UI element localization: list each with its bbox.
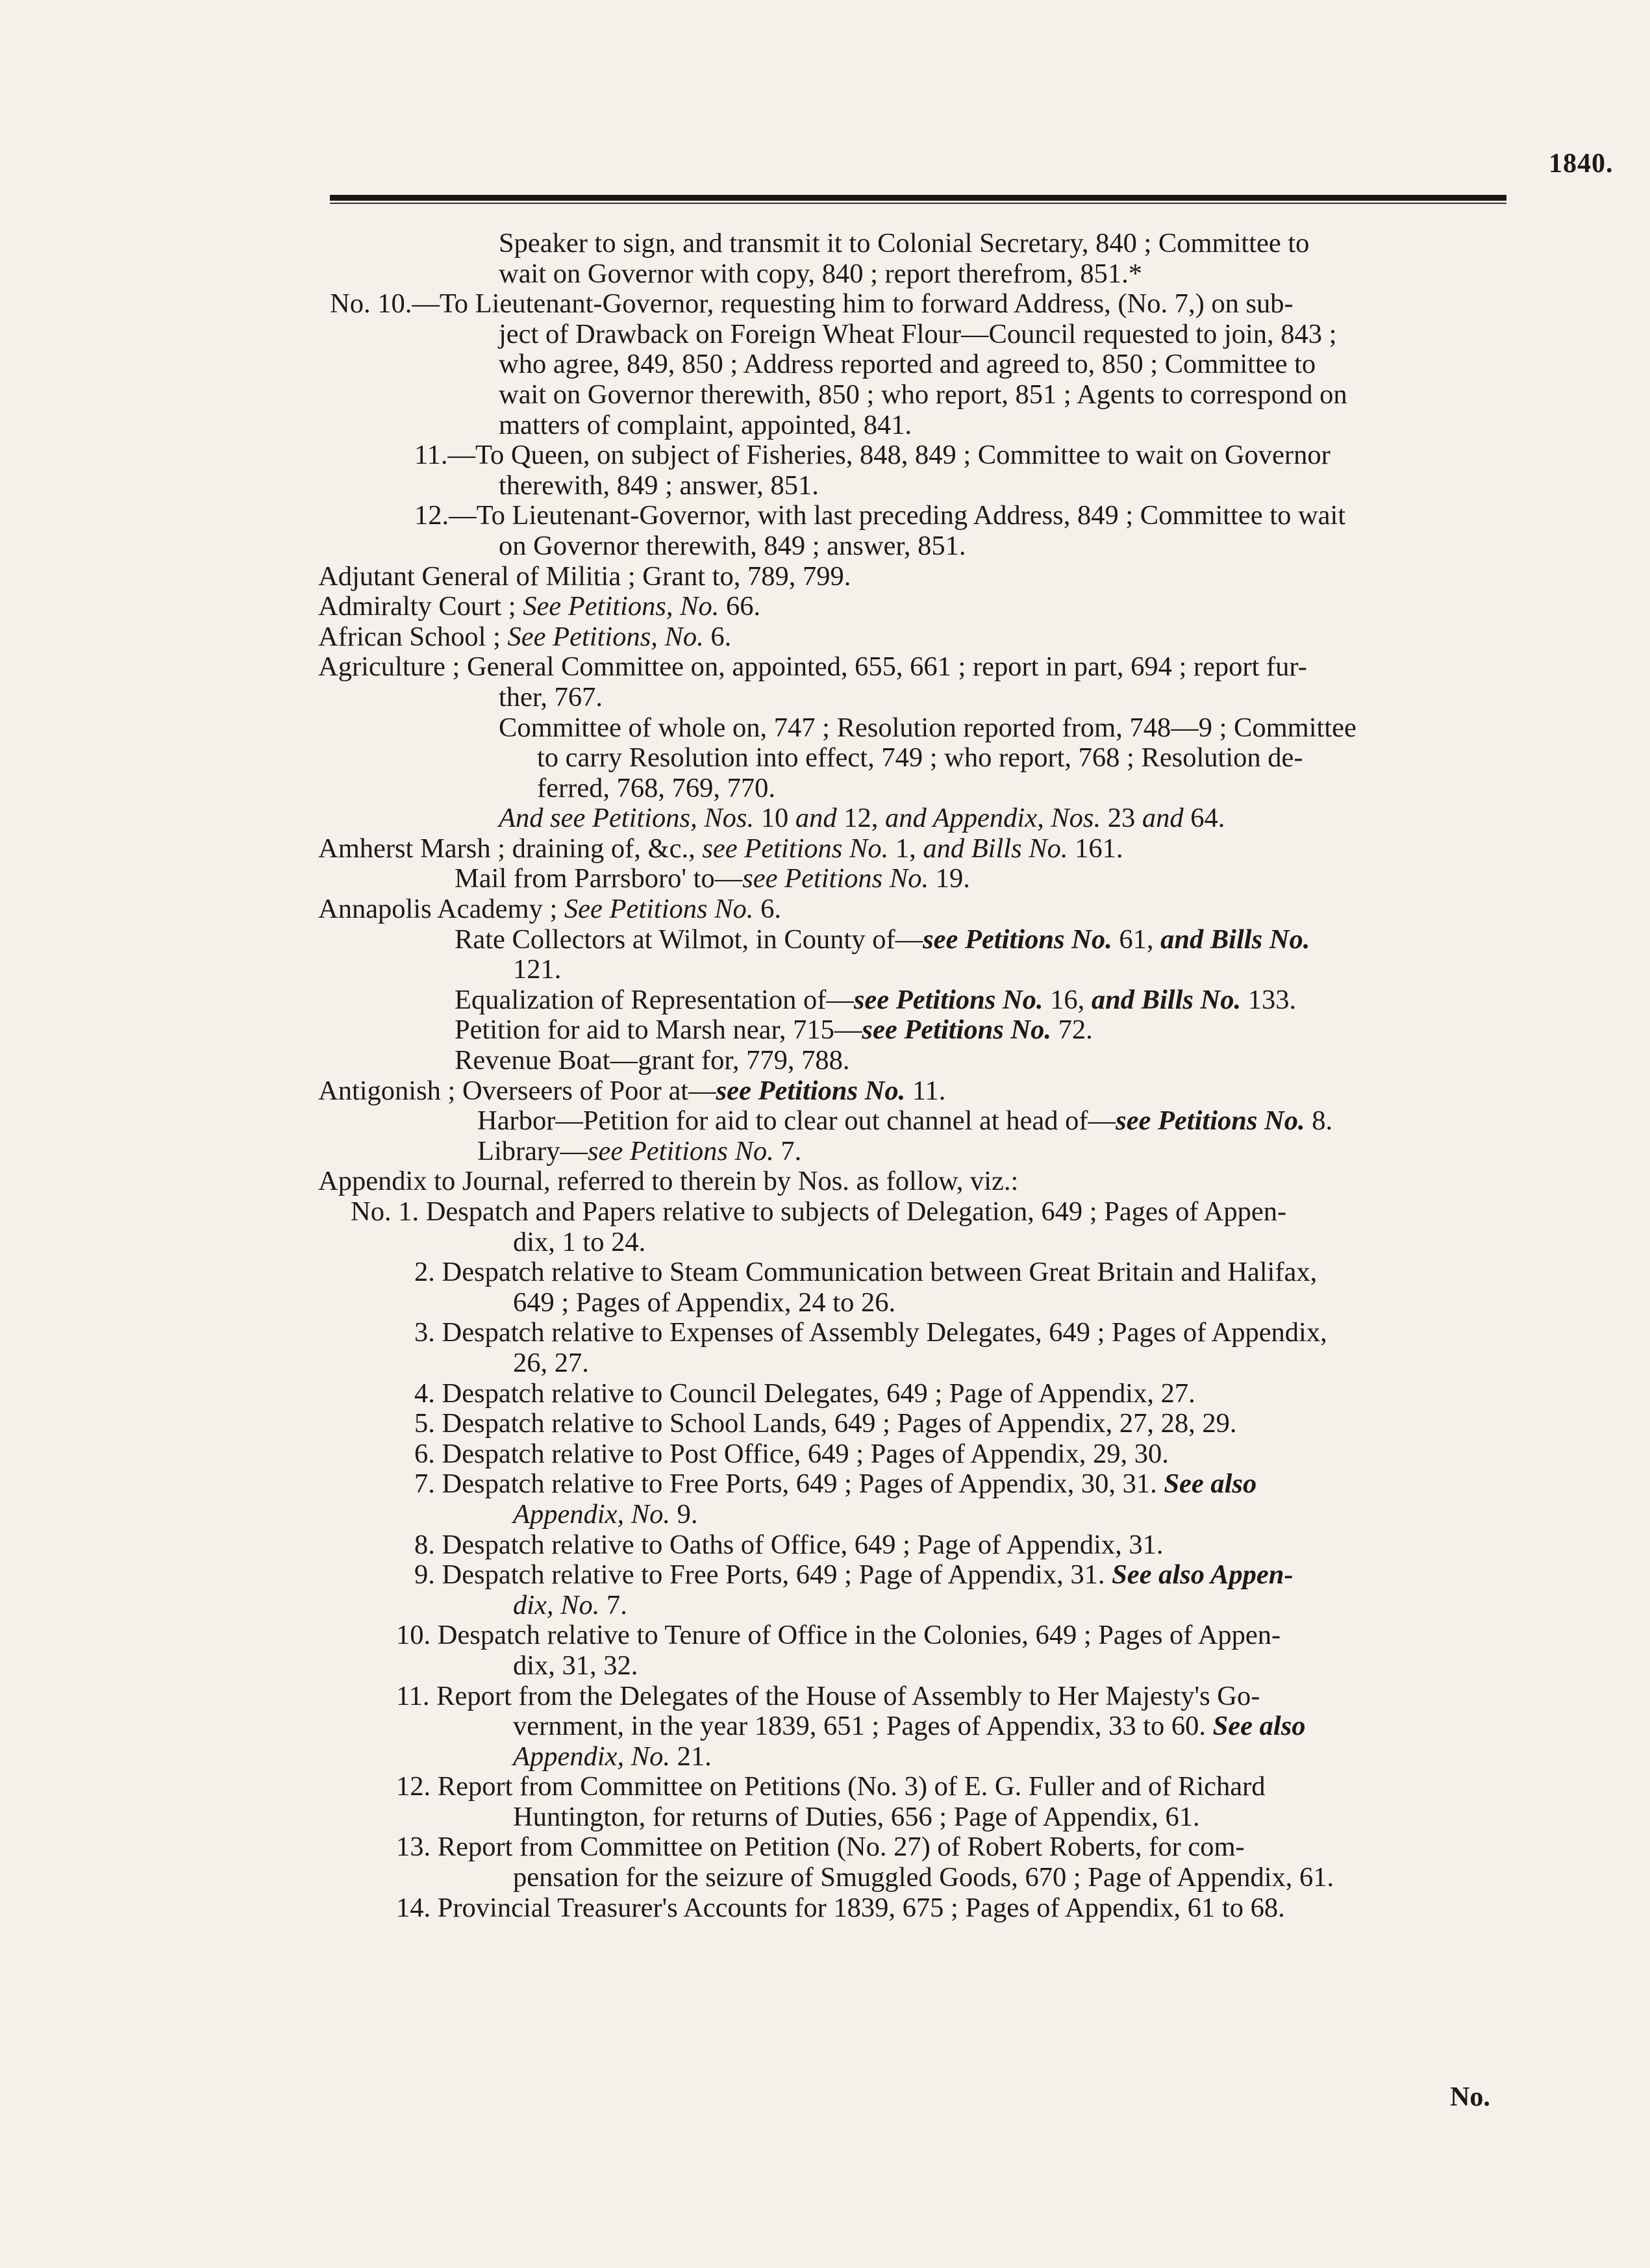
line-text: vernment, in the year 1839, 651 ; Pages of Appendix, 33 to 60.	[513, 1711, 1213, 1742]
index-line	[0, 1742, 1650, 1772]
line-text: wait on Governor therewith, 850 ; who report, 851 ; Agents to correspond on	[499, 379, 1347, 410]
reference-text: See Petitions, No.	[507, 621, 704, 652]
reference-text: Appendix, No.	[513, 1741, 670, 1772]
index-line	[0, 864, 1650, 894]
line-text: Speaker to sign, and transmit it to Colonial Secretary, 840 ; Committee to	[499, 228, 1310, 258]
line-text: Petition for aid to Marsh near, 715—	[455, 1014, 862, 1046]
page-year: 1840.	[1549, 149, 1614, 179]
index-line	[0, 1166, 1650, 1197]
line-text: on Governor therewith, 849 ; answer, 851.	[499, 530, 966, 561]
line-text: Amherst Marsh ; draining of, &c.,	[318, 833, 703, 864]
line-text: 23	[1101, 803, 1142, 834]
line-text: 6.	[703, 621, 732, 652]
line-text: 12,	[836, 803, 885, 834]
index-line	[0, 229, 1650, 259]
line-text: 11.—To Queen, on subject of Fisheries, 848, 849 ; Committee to wait on Governor	[414, 440, 1331, 471]
index-line	[0, 652, 1650, 683]
reference-text: See Petitions No.	[564, 894, 754, 925]
reference-text: see Petitions No.	[1116, 1105, 1305, 1137]
index-line	[0, 1197, 1650, 1228]
line-text: Appendix to Journal, referred to therein by Nos. as follow, viz.:	[318, 1166, 1019, 1197]
index-line	[0, 1682, 1650, 1712]
reference-text: see Petitions No.	[742, 863, 929, 894]
reference-text: See also	[1164, 1468, 1257, 1500]
line-text: 10	[754, 803, 795, 834]
index-line	[0, 925, 1650, 955]
index-line	[0, 955, 1650, 985]
line-text: Revenue Boat—grant for, 779, 788.	[455, 1045, 850, 1076]
line-text: 11. Report from the Delegates of the House of Assembly to Her Majesty's Go-	[396, 1680, 1260, 1711]
line-text: Committee of whole on, 747 ; Resolution reported from, 748—9 ; Committee	[499, 712, 1356, 743]
catchword: No.	[1450, 2082, 1490, 2112]
line-text: 13. Report from Committee on Petition (No. 27) of Robert Roberts, for com-	[396, 1832, 1245, 1863]
header-rule	[330, 195, 1506, 204]
line-text: 72.	[1051, 1014, 1093, 1046]
index-line	[0, 1469, 1650, 1500]
index-line	[0, 1591, 1650, 1621]
line-text: 26, 27.	[513, 1347, 589, 1378]
line-text: matters of complaint, appointed, 841.	[499, 409, 912, 440]
index-line	[0, 562, 1650, 592]
line-text: Harbor—Petition for aid to clear out channel at head of—	[477, 1105, 1116, 1137]
reference-text: see Petitions No.	[587, 1135, 774, 1166]
index-line	[0, 1893, 1650, 1924]
line-text: 8. Despatch relative to Oaths of Office, 649 ; Page of Appendix, 31.	[414, 1529, 1164, 1560]
reference-text: and	[795, 803, 837, 834]
index-line	[0, 1409, 1650, 1439]
line-text: No. 1. Despatch and Papers relative to subjects of Delegation, 649 ; Pages of Appen-	[351, 1196, 1287, 1227]
index-line	[0, 894, 1650, 925]
index-line	[0, 410, 1650, 441]
line-text: 4. Despatch relative to Council Delegates, 649 ; Page of Appendix, 27.	[414, 1378, 1195, 1409]
line-text: 66.	[719, 591, 761, 622]
line-text: Rate Collectors at Wilmot, in County of—	[455, 924, 923, 955]
reference-text: Appendix, No.	[513, 1498, 670, 1530]
index-line	[0, 1137, 1650, 1167]
index-line	[0, 985, 1650, 1016]
line-text: 14. Provincial Treasurer's Accounts for 1839, 675 ; Pages of Appendix, 61 to 68.	[396, 1892, 1285, 1923]
index-line	[0, 349, 1650, 380]
line-text: 2. Despatch relative to Steam Communication between Great Britain and Halifax,	[414, 1257, 1318, 1288]
index-line	[0, 1046, 1650, 1076]
line-text: Annapolis Academy ;	[318, 894, 564, 925]
line-text: 7.	[773, 1135, 802, 1166]
line-text: 7.	[599, 1589, 627, 1620]
line-text: 64.	[1183, 803, 1225, 834]
reference-text: See also	[1212, 1711, 1306, 1742]
line-text: 649 ; Pages of Appendix, 24 to 26.	[513, 1287, 896, 1318]
reference-text: see Petitions No.	[923, 924, 1112, 955]
line-text: Mail from Parrsboro' to—	[455, 863, 743, 894]
line-text: 121.	[513, 954, 562, 985]
index-line	[0, 1863, 1650, 1893]
index-line	[0, 1772, 1650, 1802]
line-text: Huntington, for returns of Duties, 656 ; Page of Appendix, 61.	[513, 1801, 1200, 1832]
index-line	[0, 380, 1650, 410]
index-line	[0, 743, 1650, 774]
reference-text: see Petitions No.	[716, 1075, 906, 1106]
index-line	[0, 471, 1650, 501]
line-text: 6.	[753, 894, 781, 925]
line-text: Adjutant General of Militia ; Grant to, 789, 799.	[318, 561, 851, 592]
line-text: Antigonish ; Overseers of Poor at—	[318, 1075, 716, 1106]
index-line	[0, 1439, 1650, 1470]
line-text: 7. Despatch relative to Free Ports, 649 ; Pages of Appendix, 30, 31.	[414, 1468, 1164, 1500]
line-text: who agree, 849, 850 ; Address reported and agreed to, 850 ; Committee to	[499, 349, 1316, 380]
line-text: pensation for the seizure of Smuggled Goods, 670 ; Page of Appendix, 61.	[513, 1862, 1334, 1893]
line-text: to carry Resolution into effect, 749 ; who report, 768 ; Resolution de-	[537, 742, 1303, 774]
reference-text: dix, No.	[513, 1589, 600, 1620]
index-line	[0, 1015, 1650, 1046]
line-text: 9. Despatch relative to Free Ports, 649 ; Page of Appendix, 31.	[414, 1559, 1112, 1591]
index-line	[0, 834, 1650, 864]
line-text: 6. Despatch relative to Post Office, 649 ; Pages of Appendix, 29, 30.	[414, 1438, 1169, 1469]
line-text: ther, 767.	[499, 681, 603, 712]
line-text: 61,	[1112, 924, 1161, 955]
line-text: Equalization of Representation of—	[455, 984, 854, 1015]
index-line	[0, 1530, 1650, 1561]
line-text: dix, 31, 32.	[513, 1650, 638, 1681]
index-line	[0, 622, 1650, 653]
index-line	[0, 774, 1650, 804]
index-line	[0, 1288, 1650, 1318]
reference-text: and	[1142, 803, 1184, 834]
index-line	[0, 1106, 1650, 1137]
line-text: ferred, 768, 769, 770.	[537, 772, 776, 803]
index-line	[0, 259, 1650, 290]
reference-text: see Petitions No.	[702, 833, 889, 864]
line-text: 19.	[929, 863, 970, 894]
line-text: African School ;	[318, 621, 508, 652]
index-line	[0, 1076, 1650, 1107]
reference-text: and Bills No.	[1160, 924, 1310, 955]
reference-text: and Bills No.	[923, 833, 1068, 864]
index-line	[0, 440, 1650, 471]
line-text: 161.	[1068, 833, 1123, 864]
line-text: Library—	[477, 1135, 588, 1166]
index-body	[0, 229, 1650, 1923]
reference-text: See Petitions, No.	[523, 591, 719, 622]
reference-text: see Petitions No.	[853, 984, 1044, 1015]
line-text: therewith, 849 ; answer, 851.	[499, 470, 819, 501]
line-text: No. 10.—To Lieutenant-Governor, requesting him to forward Address, (No. 7,) on sub-	[330, 288, 1294, 320]
line-text: 16,	[1043, 984, 1092, 1015]
line-text: 11.	[905, 1075, 946, 1106]
index-line	[0, 1802, 1650, 1833]
index-line	[0, 1711, 1650, 1742]
line-text: 5. Despatch relative to School Lands, 649 ; Pages of Appendix, 27, 28, 29.	[414, 1408, 1237, 1439]
line-text: dix, 1 to 24.	[513, 1226, 646, 1257]
line-text: 12. Report from Committee on Petitions (No. 3) of E. G. Fuller and of Richard	[396, 1771, 1266, 1802]
line-text: 21.	[669, 1741, 712, 1772]
reference-text: And see Petitions, Nos.	[499, 803, 755, 834]
index-line	[0, 713, 1650, 744]
index-line	[0, 683, 1650, 713]
line-text: 133.	[1241, 984, 1297, 1015]
index-line	[0, 1832, 1650, 1863]
index-line	[0, 320, 1650, 350]
index-line	[0, 803, 1650, 834]
index-line	[0, 1228, 1650, 1258]
line-text: 1,	[888, 833, 923, 864]
reference-text: See also Appen-	[1112, 1559, 1294, 1591]
index-line	[0, 1500, 1650, 1530]
line-text: wait on Governor with copy, 840 ; report therefrom, 851.*	[499, 258, 1143, 289]
index-line	[0, 1379, 1650, 1409]
reference-text: and Bills No.	[1091, 984, 1242, 1015]
line-text: 8.	[1305, 1105, 1333, 1137]
index-line	[0, 1560, 1650, 1591]
index-line	[0, 1651, 1650, 1682]
index-line	[0, 1348, 1650, 1379]
line-text: 10. Despatch relative to Tenure of Office in the Colonies, 649 ; Pages of Appen-	[396, 1620, 1281, 1651]
index-line	[0, 1257, 1650, 1288]
reference-text: see Petitions No.	[862, 1014, 1051, 1046]
index-line	[0, 1620, 1650, 1651]
line-text: 12.—To Lieutenant-Governor, with last preceding Address, 849 ; Committee to wait	[414, 500, 1346, 531]
index-line	[0, 1318, 1650, 1348]
line-text: ject of Drawback on Foreign Wheat Flour—Council requested to join, 843 ;	[499, 318, 1337, 349]
index-line	[0, 289, 1650, 320]
index-line	[0, 501, 1650, 531]
line-text: Agriculture ; General Committee on, appointed, 655, 661 ; report in part, 694 ; report fur-	[318, 651, 1307, 683]
line-text: Admiralty Court ;	[318, 591, 523, 622]
line-text: 9.	[669, 1498, 698, 1530]
reference-text: and Appendix, Nos.	[884, 803, 1101, 834]
line-text: 3. Despatch relative to Expenses of Assembly Delegates, 649 ; Pages of Appendix,	[414, 1317, 1327, 1348]
index-line	[0, 592, 1650, 622]
index-line	[0, 531, 1650, 562]
